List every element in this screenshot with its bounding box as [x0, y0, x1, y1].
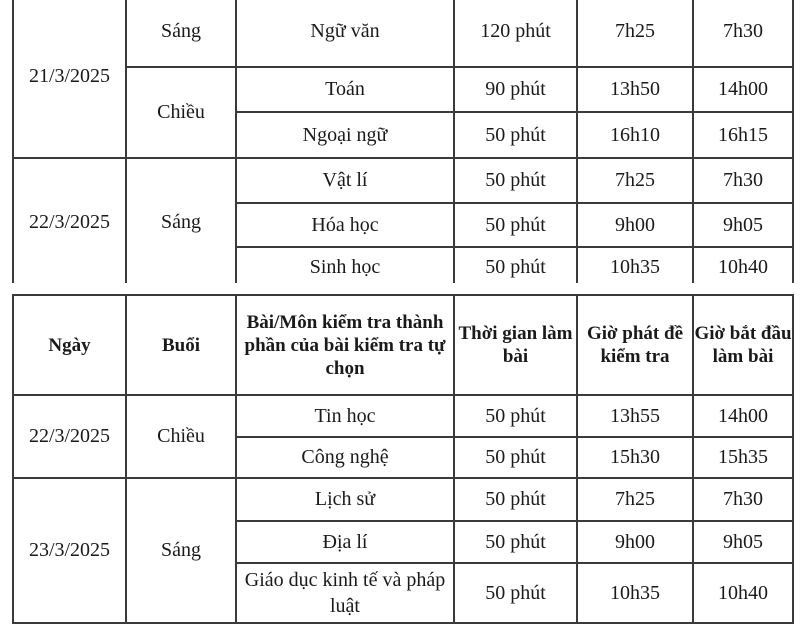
exam-schedule-table-top [12, 0, 794, 288]
subject-cell: Tin học [236, 395, 454, 437]
duration-cell: 50 phút [454, 247, 577, 287]
table-row [13, 478, 793, 521]
start-time-cell: 16h15 [693, 112, 793, 158]
duration-cell: 50 phút [454, 203, 577, 247]
column-header-start-time: Giờ bắt đầu làm bài [693, 295, 793, 395]
duration-cell: 50 phút [454, 437, 577, 478]
duration-cell: 50 phút [454, 158, 577, 203]
release-time-cell: 13h55 [577, 395, 693, 437]
date-cell: 22/3/2025 [13, 158, 126, 287]
duration-cell: 90 phút [454, 67, 577, 112]
session-cell: Sáng [126, 0, 236, 67]
release-time-cell: 7h25 [577, 0, 693, 67]
subject-cell: Ngữ văn [236, 0, 454, 67]
duration-cell: 50 phút [454, 521, 577, 563]
start-time-cell: 10h40 [693, 247, 793, 287]
session-cell: Sáng [126, 478, 236, 623]
subject-cell: Công nghệ [236, 437, 454, 478]
column-header-session: Buổi [126, 295, 236, 395]
release-time-cell: 9h00 [577, 521, 693, 563]
session-cell: Sáng [126, 158, 236, 287]
header-row [13, 295, 793, 395]
start-time-cell: 9h05 [693, 203, 793, 247]
release-time-cell: 7h25 [577, 158, 693, 203]
release-time-cell: 10h35 [577, 563, 693, 623]
subject-cell: Toán [236, 67, 454, 112]
start-time-cell: 14h00 [693, 395, 793, 437]
duration-cell: 50 phút [454, 395, 577, 437]
release-time-cell: 13h50 [577, 67, 693, 112]
duration-cell: 50 phút [454, 478, 577, 521]
start-time-cell: 14h00 [693, 67, 793, 112]
subject-cell: Giáo dục kinh tế và pháp luật [236, 563, 454, 623]
session-cell: Chiều [126, 67, 236, 158]
start-time-cell: 10h40 [693, 563, 793, 623]
subject-cell: Hóa học [236, 203, 454, 247]
table-row [13, 0, 793, 67]
subject-cell: Ngoại ngữ [236, 112, 454, 158]
release-time-cell: 10h35 [577, 247, 693, 287]
start-time-cell: 7h30 [693, 478, 793, 521]
column-header-subject: Bài/Môn kiểm tra thành phần của bài kiểm tra tự chọn [236, 295, 454, 395]
column-header-release-time: Giờ phát đề kiểm tra [577, 295, 693, 395]
subject-cell: Vật lí [236, 158, 454, 203]
exam-schedule-table-bottom [12, 294, 794, 624]
release-time-cell: 15h30 [577, 437, 693, 478]
column-header-duration: Thời gian làm bài [454, 295, 577, 395]
duration-cell: 120 phút [454, 0, 577, 67]
date-cell: 21/3/2025 [13, 0, 126, 158]
table-row [13, 395, 793, 437]
table-row [13, 67, 793, 112]
duration-cell: 50 phút [454, 112, 577, 158]
date-cell: 22/3/2025 [13, 395, 126, 478]
release-time-cell: 9h00 [577, 203, 693, 247]
duration-cell: 50 phút [454, 563, 577, 623]
table-row [13, 158, 793, 203]
start-time-cell: 7h30 [693, 0, 793, 67]
subject-cell: Lịch sử [236, 478, 454, 521]
column-header-date: Ngày [13, 295, 126, 395]
start-time-cell: 9h05 [693, 521, 793, 563]
start-time-cell: 15h35 [693, 437, 793, 478]
session-cell: Chiều [126, 395, 236, 478]
start-time-cell: 7h30 [693, 158, 793, 203]
subject-cell: Địa lí [236, 521, 454, 563]
subject-cell: Sinh học [236, 247, 454, 287]
date-cell: 23/3/2025 [13, 478, 126, 623]
release-time-cell: 7h25 [577, 478, 693, 521]
release-time-cell: 16h10 [577, 112, 693, 158]
